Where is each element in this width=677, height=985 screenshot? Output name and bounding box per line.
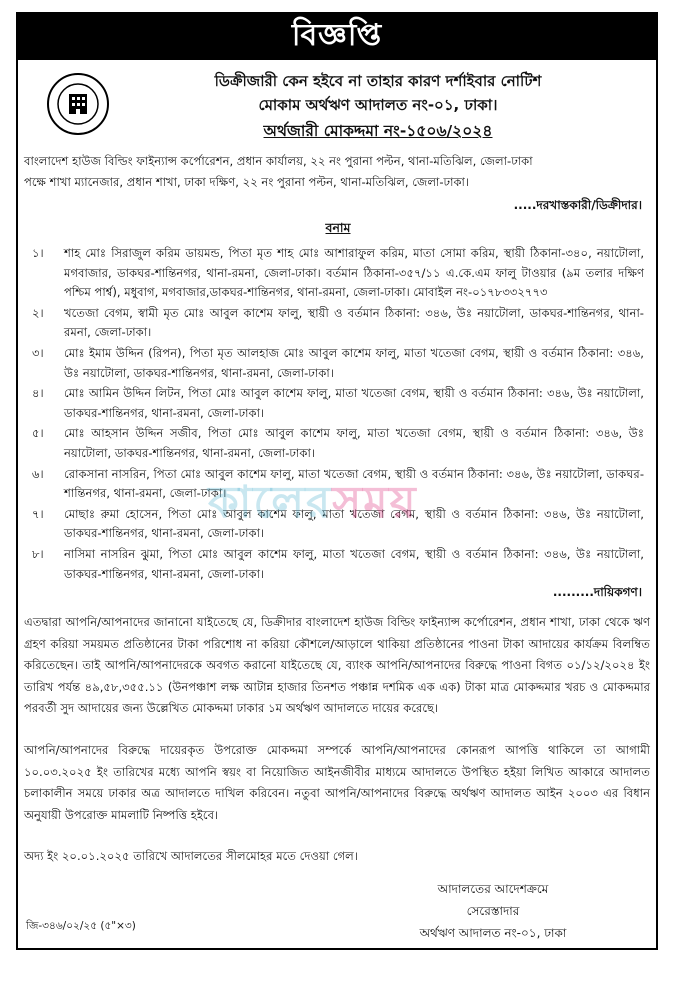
court-name: মোকাম অর্থঋণ আদালত নং-০১, ঢাকা। <box>258 96 498 114</box>
watermark: কালেরসময় <box>208 477 418 528</box>
signature-title: সেরেস্তাদার <box>466 904 520 918</box>
list-item: ৪। মোঃ আমিন উদ্দিন লিটন, পিতা মোঃ আবুল কাশেম ফালু, মাতা খতেজা বেগম, স্থায়ী ও বর্তমান ঠিকানা: ৩৪৬, উঃ নয়াটোলা, ডাকঘর-শান্তিনগর, থানা-রমনা, জেলা-ঢাকা। <box>32 386 644 420</box>
notice-title: ডিক্রীজারী কেন হইবে না তাহার কারণ দর্শাইবার নোটিশ <box>214 72 542 90</box>
list-item: ৫। মোঃ আহসান উদ্দিন সজীব, পিতা মোঃ আবুল কাশেম ফালু, মাতা খতেজা বেগম, স্থায়ী ও বর্তমান ঠিকানা: ৩৪৬, উঃ নয়াটোলা, ডাকঘর-শান্তিনগর, থানা-রমনা, জেলা-ঢাকা। <box>32 426 644 460</box>
notice-paragraph-3: অদ্য ইং ২০.০১.২০২৫ তারিখে আদালতের সীলমোহর মতে দেওয়া গেল। <box>24 849 358 863</box>
notice-banner: বিজ্ঞপ্তি <box>16 12 658 60</box>
signature-line-1: আদালতের আদেশক্রমে <box>437 882 549 896</box>
versus-heading: বনাম <box>325 220 351 235</box>
case-number: অর্থজারী মোকদ্দমা নং-১৫০৬/২০২৪ <box>263 122 493 140</box>
reference-code: জি-৩৪৬/০২/২৫ (৫"×৩) <box>26 920 136 932</box>
signature-court: অর্থঋণ আদালত নং-০১, ঢাকা <box>419 926 567 940</box>
list-item: ৬। রোকসানা নাসরিন, পিতা মোঃ আবুল কাশেম ফালু, মাতা খতেজা বেগম, স্থায়ী ও বর্তমান ঠিকানা: ৩৪৬, উঃ নয়াটোলা, ডাকঘর-শান্তিনগর, থানা-রমনা, জেলা-ঢাকা। <box>32 466 644 501</box>
plaintiff-line-1: বাংলাদেশ হাউজ বিল্ডিং ফাইন্যান্স কর্পোরেশন, প্রধান কার্যালয়, ২২ নং পুরানা পল্টন, থানা-মতিঝিল, জেলা-ঢাকা <box>24 154 533 168</box>
plaintiff-role: .....দরখাস্তকারী/ডিক্রীদার। <box>513 198 642 212</box>
notice-frame <box>16 12 658 950</box>
defendants-role: .........দায়িকগণ। <box>552 585 642 599</box>
notice-paragraph-1: এতদ্বারা আপনি/আপনাদের জানানো যাইতেছে যে, ডিক্রীদার বাংলাদেশ হাউজ বিল্ডিং ফাইন্যান্স কর্পোরেশন, প্রধান শাখা, ঢাকা থেকে ঋণ গ্রহণ করিয়া সময়মত প্রতিষ্ঠানের টাকা পরিশোধ না করিয়া কৌশলে/আড়ালে থাকিয়া প্রতিষ্ঠানের পাওনা টাকা আদায়ের কার্যক্রম বিলম্বিত করিতেছেন। তাই আপনি/আপনাদেরকে অবগত করানো যাইতেছে যে, ব্যাংক আপনি/আপনাদের বিরুদ্ধে পাওনা বিগত ০১/১২/২০২৪ ইং তারিখ পর্যন্ত ৪৯,৫৮,৩৫৫.১১ (উনপঞ্চাশ লক্ষ আটান্ন হাজার তিনশত পঞ্চান্ন দশমিক এক এক) টাকা মাত্র মোকদ্দমার খরচ ও মোকদ্দমার পরবর্তী সুদ আদায়ের জন্য উল্লেখিত মোকদ্দমা ঢাকার ১ম অর্থঋণ আদালতে দায়ের করেছে। <box>24 615 650 716</box>
plaintiff-line-2: পক্ষে শাখা ম্যানেজার, প্রধান শাখা, ঢাকা দক্ষিণ, ২২ নং পুরানা পল্টন, থানা-মতিঝিল, জেলা-ঢাকা। <box>24 175 470 189</box>
list-item: ৮। নাসিমা নাসরিন ঝুমা, পিতা মোঃ আবুল কাশেম ফালু, মাতা খতেজা বেগম, স্থায়ী ও বর্তমান ঠিকানা: ৩৪৬, উঃ নয়াটোলা, ডাকঘর-শান্তিনগর, থানা-রমনা, জেলা-ঢাকা। <box>32 546 644 581</box>
list-item: ১। শাহ মোঃ সিরাজুল করিম ডায়মন্ড, পিতা মৃত শাহ মোঃ আশারাফুল করিম, মাতা সোমা করিম, স্থায়ী ঠিকানা-৩৪০, নয়াটোলা, মগবাজার, ডাকঘর-শান্তিনগর, থানা-রমনা, জেলা-ঢাকা। বর্তমান ঠিকানা-৩৫৭/১১ এ.কে.এম ফালু টাওয়ার (৯ম তলার দক্ষিণ পশ্চিম পার্শ্ব), মধুবাগ, মগবাজার,ডাকঘর-শান্তিনগর, থানা-রমনা, জেলা-ঢাকা। মোবাইল নং-০১৭৮৩৩২৭৭৩ <box>32 246 644 300</box>
list-item: ৭। মোছাঃ রুমা হোসেন, পিতা মোঃ আবুল কাশেম ফালু, মাতা খতেজা বেগম, স্থায়ী ও বর্তমান ঠিকানা: ৩৪৬, উঃ নয়াটোলা, ডাকঘর-শান্তিনগর, থানা-রমনা, জেলা-ঢাকা। <box>32 506 644 541</box>
notice-paragraph-2: আপনি/আপনাদের বিরুদ্ধে দায়েরকৃত উপরোক্ত মোকদ্দমা সম্পর্কে আপনি/আপনাদের কোনরূপ আপত্তি থাকিলে তা আগামী ১০.০৩.২০২৫ ইং তারিখের মধ্যে আপনি স্বয়ং বা নিয়োজিত আইনজীবীর মাধ্যমে আদালতে উপস্থিত হইয়া লিখিত আকারে আদালত চলাকালীন সময়ে ঢাকার অত্র আদালতে দাখিল করিবেন। নতুবা আপনি/আপনাদের বিরুদ্ধে অর্থঋণ আদালত আইন ২০০৩ এর বিধান অনুযায়ী উপরোক্ত মামলাটি নিষ্পত্তি হইবে। <box>24 743 650 822</box>
list-item: ৩। মোঃ ইমাম উদ্দিন (রিপন), পিতা মৃত আলহাজ মোঃ আবুল কাশেম ফালু, মাতা খতেজা বেগম, স্থায়ী ও বর্তমান ঠিকানা: ৩৪৬, উঃ নয়াটোলা, ডাকঘর-শান্তিনগর, থানা-রমনা, জেলা-ঢাকা। <box>32 345 644 380</box>
list-item: ২। খতেজা বেগম, স্বামী মৃত মোঃ আবুল কাশেম ফালু, স্থায়ী ও বর্তমান ঠিকানা: ৩৪৬, উঃ নয়াটোলা, ডাকঘর-শান্তিনগর, থানা-রমনা, জেলা-ঢাকা। <box>32 305 644 340</box>
